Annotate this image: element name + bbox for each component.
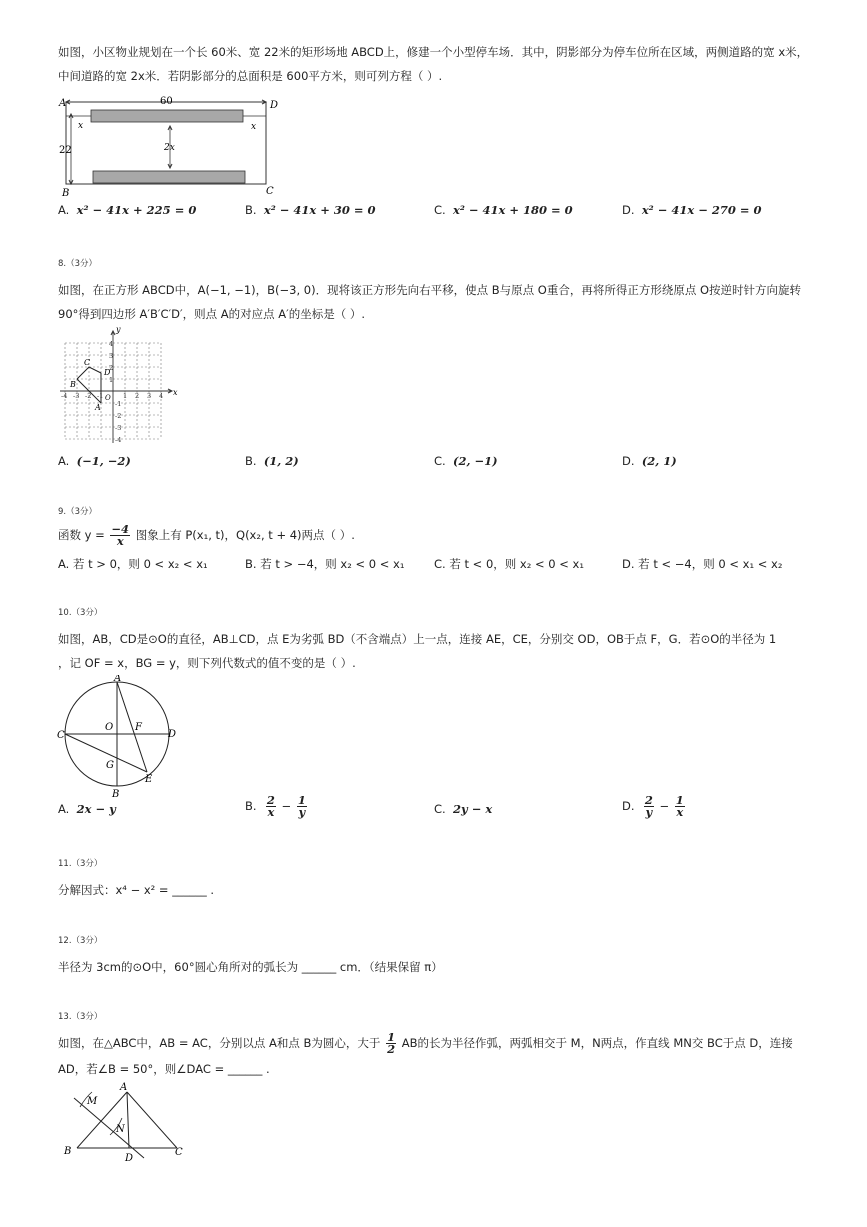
q13-fraction: [386, 1032, 396, 1055]
q8-number: 8.（3分）: [58, 259, 98, 269]
q8-coordinate-grid-figure: [58, 325, 183, 445]
q10-option-d[interactable]: D. $\frac{2}{y}$ − $\frac{1}{x}$: [622, 793, 684, 819]
q7-fig-label-60: 60: [160, 96, 173, 107]
q13-frac-denominator: 2: [387, 1042, 396, 1056]
q8-fig-label-c: C: [84, 358, 91, 367]
q10-fig-label-b: B: [112, 789, 120, 797]
q13-fig-label-c: C: [175, 1147, 183, 1158]
q10-text-line2: ，记 OF = x，BG = y，则下列代数式的值不变的是（ ）.: [58, 656, 356, 670]
q13-fig-label-a: A: [120, 1082, 128, 1093]
q10-fig-label-o: O: [105, 722, 114, 733]
q7-option-b[interactable]: B. x² − 41x + 30 = 0: [245, 203, 376, 217]
q10-fig-label-g: G: [106, 760, 114, 771]
q7-fig-label-x-right: x: [251, 122, 257, 132]
q8-xtick-neg1: -1: [97, 392, 104, 400]
q13-text-pre: 如图，在△ABC中，AB = AC，分别以点 A和点 B为圆心，大于: [58, 1036, 381, 1050]
q8-ytick-neg2: -2: [115, 412, 122, 420]
q8-fig-label-a: A: [95, 403, 101, 412]
q10-fig-label-e: E: [145, 774, 153, 785]
q7-text-line1: 如图，小区物业规划在一个长 60米、宽 22米的矩形场地 ABCD上，修建一个小型停车场．其中，阴影部分为停车位所在区域，两侧道路的宽 x米，: [58, 45, 809, 59]
q8-fig-label-b: B: [70, 380, 76, 389]
q8-fig-label-o: O: [105, 394, 111, 402]
q12-text: 半径为 3cm的⊙O中，60°圆心角所对的弧长为 ______ cm．（结果保留 π）: [58, 960, 443, 974]
q8-fig-label-x: x: [173, 388, 178, 397]
q10-fig-label-d: D: [168, 729, 177, 740]
q8-ytick-neg3: -3: [115, 424, 122, 432]
q7-option-d[interactable]: D. x² − 41x − 270 = 0: [622, 203, 762, 217]
q9-number: 9.（3分）: [58, 507, 98, 517]
q13-fig-label-d: D: [125, 1153, 134, 1162]
q8-text-line1: 如图，在正方形 ABCD中，A(−1, −1)，B(−3, 0)．现将该正方形先向右平移，使点 B与原点 O重合，再将所得正方形绕原点 O按逆时针方向旋转: [58, 283, 802, 297]
q13-frac-numerator: 1: [387, 1030, 396, 1044]
q9-text-post: 图象上有 P(x₁, t)，Q(x₂, t + 4)两点（ ）.: [135, 528, 355, 542]
q8-fig-label-y: y: [116, 325, 121, 334]
q10-fig-label-f: F: [135, 722, 142, 733]
q8-option-b[interactable]: B. (1, 2): [245, 454, 299, 468]
q9-fraction: [110, 524, 130, 547]
q8-fig-label-d: D: [104, 368, 111, 377]
q7-option-a[interactable]: A. x² − 41x + 225 = 0: [58, 203, 197, 217]
q7-fig-label-a: A: [59, 98, 67, 109]
q7-option-c[interactable]: C. x² − 41x + 180 = 0: [434, 203, 573, 217]
q8-option-a[interactable]: A. (−1, −2): [58, 454, 131, 468]
q7-fig-label-d: D: [270, 100, 279, 111]
q8-xtick-3: 3: [147, 392, 152, 400]
q10-option-c[interactable]: C. 2y − x: [434, 802, 493, 816]
q7-text-line2: 中间道路的宽 2x米．若阴影部分的总面积是 600平方米，则可列方程（ ）.: [58, 69, 443, 83]
q7-parking-figure: [58, 92, 288, 200]
q8-option-d[interactable]: D. (2, 1): [622, 454, 677, 468]
q8-ytick-2: 2: [109, 364, 114, 372]
q9-text-pre: 函数 y =: [58, 528, 105, 542]
q13-fig-label-b: B: [64, 1146, 72, 1157]
q9-option-c[interactable]: C. 若 t < 0，则 x₂ < 0 < x₁: [434, 557, 584, 571]
q10-text-line1: 如图，AB，CD是⊙O的直径，AB⊥CD，点 E为劣弧 BD（不含端点）上一点，连接 AE，CE，分别交 OD，OB于点 F，G．若⊙O的半径为 1: [58, 632, 777, 646]
q10-fig-label-a: A: [114, 675, 122, 684]
q7-fig-label-2x: 2x: [164, 143, 175, 153]
q9-text: [58, 524, 355, 547]
q8-ytick-4: 4: [109, 340, 114, 348]
q8-xtick-neg4: -4: [61, 392, 68, 400]
q11-text: 分解因式：x⁴ − x² = ______ .: [58, 883, 215, 897]
q8-xtick-neg3: -3: [73, 392, 80, 400]
q8-ytick-3: 3: [109, 352, 114, 360]
q13-text-line1: [58, 1032, 793, 1055]
q11-number: 11.（3分）: [58, 859, 103, 869]
q9-frac-numerator: −4: [111, 522, 130, 536]
q13-text-line2: AD，若∠B = 50°，则∠DAC = ______ .: [58, 1062, 270, 1076]
q10-option-b[interactable]: B. $\frac{2}{x}$ − $\frac{1}{y}$: [245, 793, 306, 819]
q9-option-b[interactable]: B. 若 t > −4，则 x₂ < 0 < x₁: [245, 557, 405, 571]
q8-xtick-neg2: -2: [85, 392, 92, 400]
q9-frac-denominator: x: [116, 534, 124, 548]
q13-fig-label-m: M: [87, 1096, 98, 1107]
q8-option-c[interactable]: C. (2, −1): [434, 454, 498, 468]
q9-option-d[interactable]: D. 若 t < −4，则 0 < x₁ < x₂: [622, 557, 783, 571]
q8-text-line2: 90°得到四边形 A′B′C′D′，则点 A的对应点 A′的坐标是（ ）.: [58, 307, 366, 321]
q8-xtick-4: 4: [159, 392, 164, 400]
q8-ytick-neg1: -1: [115, 400, 122, 408]
q9-option-a[interactable]: A. 若 t > 0，则 0 < x₂ < x₁: [58, 557, 208, 571]
q13-text-post: AB的长为半径作弧，两弧相交于 M，N两点，作直线 MN交 BC于点 D，连接: [401, 1036, 793, 1050]
q13-triangle-figure: [62, 1080, 197, 1162]
q13-fig-label-n: N: [116, 1124, 125, 1135]
q8-ytick-neg4: -4: [115, 436, 122, 444]
q13-number: 13.（3分）: [58, 1012, 103, 1022]
q10-number: 10.（3分）: [58, 608, 103, 618]
q8-xtick-1: 1: [123, 392, 128, 400]
q8-ytick-1: 1: [109, 376, 114, 384]
q10-fig-label-c: C: [57, 730, 65, 741]
q12-number: 12.（3分）: [58, 936, 103, 946]
q7-fig-label-c: C: [266, 186, 274, 197]
q8-xtick-2: 2: [135, 392, 140, 400]
q7-fig-label-x-left: x: [78, 121, 84, 131]
q7-fig-label-22: 22: [59, 145, 72, 156]
q10-option-a[interactable]: A. 2x − y: [58, 802, 116, 816]
q7-fig-label-b: B: [62, 188, 70, 199]
q10-circle-figure: [55, 675, 185, 797]
